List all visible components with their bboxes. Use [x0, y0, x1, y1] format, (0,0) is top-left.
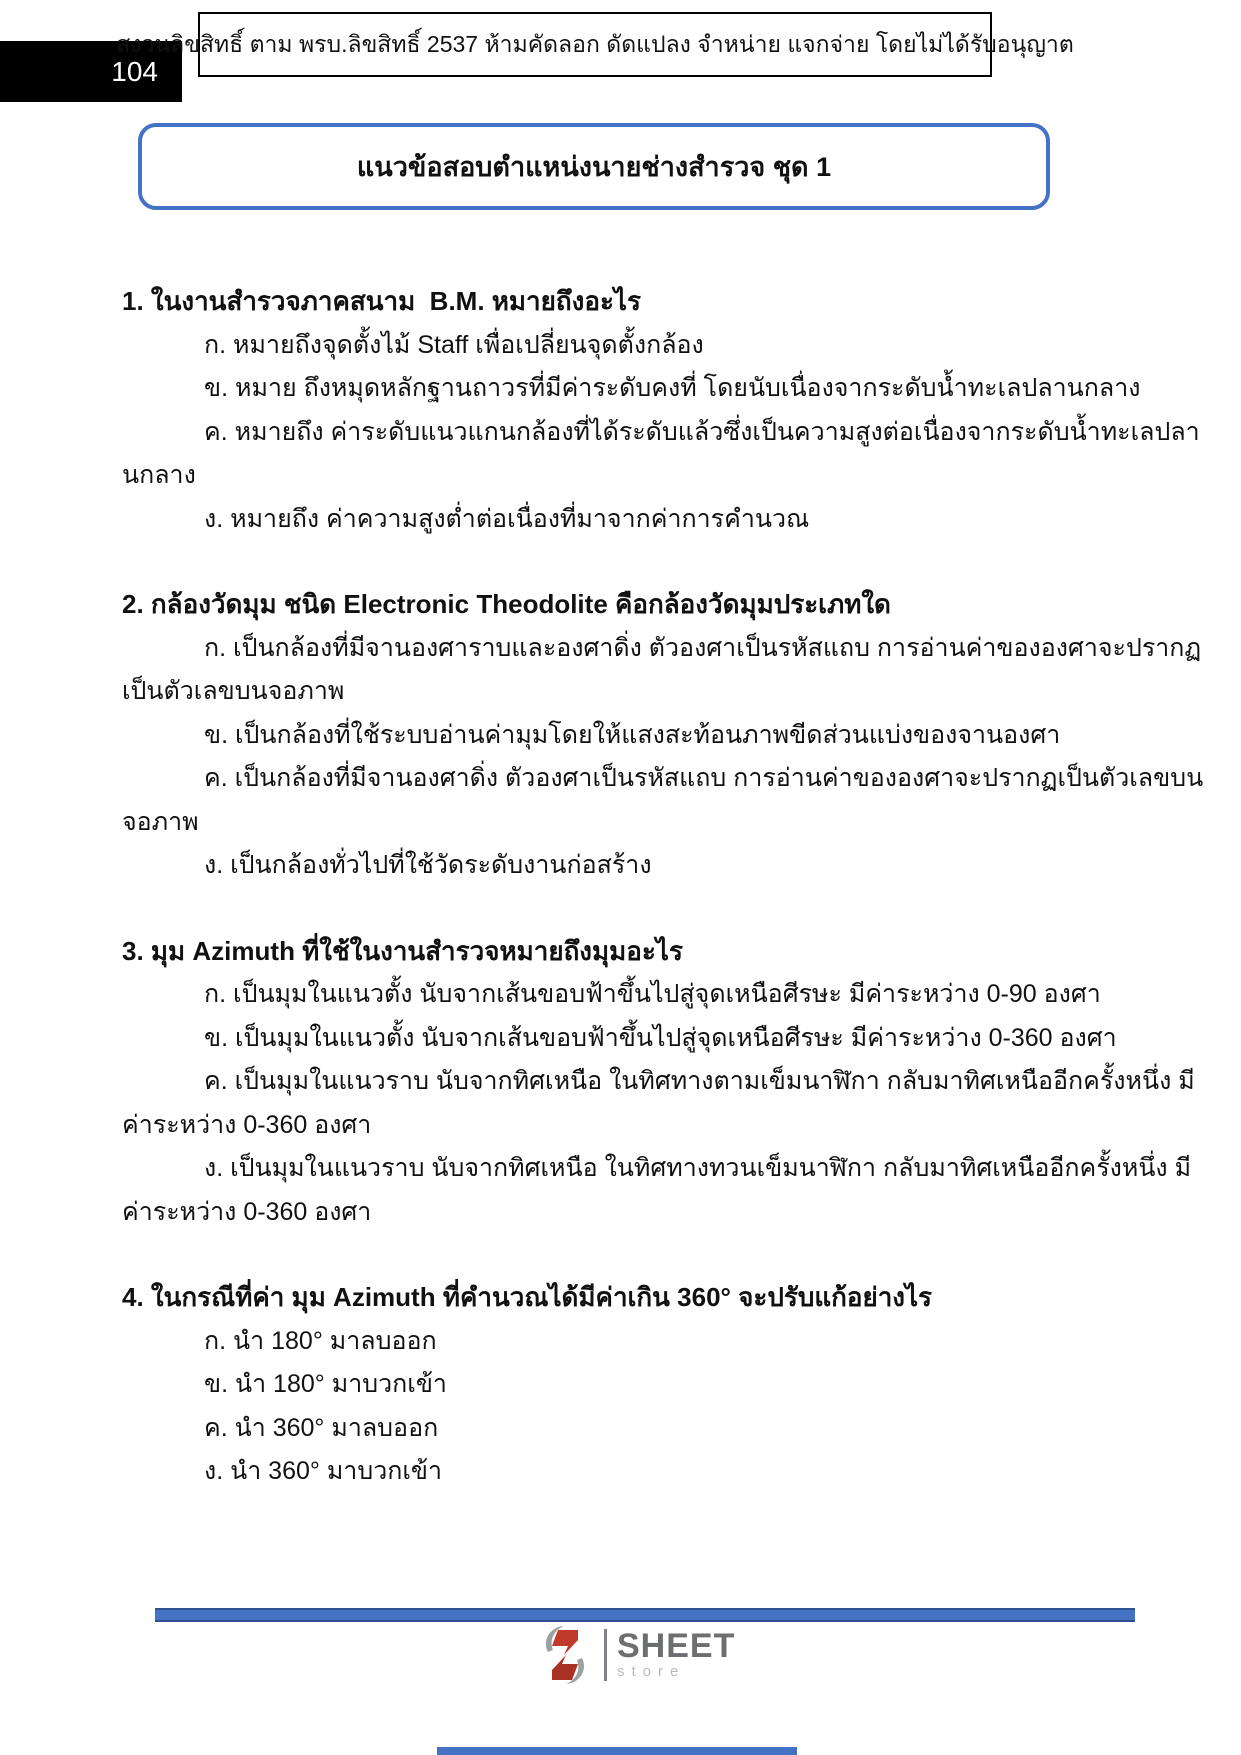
question-text: 1. ในงานสำรวจภาคสนาม B.M. หมายถึงอะไร — [122, 286, 641, 316]
page-number: 104 — [111, 55, 158, 87]
logo-sub-text: store — [617, 1663, 686, 1680]
question-text: 2. กล้องวัดมุม ชนิด Electronic Theodolite คือกล้องวัดมุมประเภทใด — [122, 589, 891, 619]
question-block — [122, 1276, 1136, 1494]
answer-option: ง. เป็นกล้องทั่วไปที่ใช้วัดระดับงานก่อสร้าง — [204, 851, 652, 879]
answer-option: ค่าระหว่าง 0-360 องศา — [122, 1197, 372, 1226]
exam-title-box — [138, 123, 1050, 210]
answer-option: ข. นำ 180° มาบวกเข้า — [204, 1370, 447, 1398]
question-text: 3. มุม Azimuth ที่ใช้ในงานสำรวจหมายถึงมุมอะไร — [122, 935, 683, 966]
answer-option: ข. หมาย ถึงหมุดหลักฐานถาวรที่มีค่าระดับคงที่ โดยนับเนื่องจากระดับน้ำทะเลปลานกลาง — [204, 374, 1141, 402]
answer-option: เป็นตัวเลขบนจอภาพ — [122, 677, 345, 705]
question-block — [122, 280, 1200, 541]
page-title: แนวข้อสอบตำแหน่งนายช่างสำรวจ ชุด 1 — [356, 152, 832, 182]
answer-option: ค. นำ 360° มาลบออก — [204, 1413, 439, 1442]
sheet-store-s-icon — [534, 1622, 596, 1688]
bottom-page-edge-bar — [437, 1747, 797, 1755]
question-block — [122, 583, 1204, 888]
question-block — [122, 930, 1195, 1235]
copyright-text: สงวนลิขสิทธิ์ ตาม พรบ.ลิขสิทธิ์ 2537 ห้ามคัดลอก ดัดแปลง จำหน่าย แจกจ่าย โดยไม่ได้รับอนุญาต — [116, 30, 1074, 57]
answer-option: ค. เป็นมุมในแนวราบ นับจากทิศเหนือ ในทิศทางตามเข็มนาฬิกา กลับมาทิศเหนืออีกครั้งหนึ่ง มี — [204, 1067, 1195, 1095]
answer-option: ง. เป็นมุมในแนวราบ นับจากทิศเหนือ ในทิศทางทวนเข็มนาฬิกา กลับมาทิศเหนืออีกครั้งหนึ่ง มี — [204, 1154, 1192, 1182]
answer-option: ข. เป็นกล้องที่ใช้ระบบอ่านค่ามุมโดยให้แสงสะท้อนภาพขีดส่วนแบ่งของจานองศา — [204, 720, 1061, 749]
logo-separator — [604, 1629, 607, 1681]
answer-option: ก. เป็นกล้องที่มีจานองศาราบและองศาดิ่ง ตัวองศาเป็นรหัสแถบ การอ่านค่าขององศาจะปรากฏ — [204, 633, 1202, 662]
logo-brand-text: SHEET — [617, 1627, 736, 1665]
sheet-store-logo — [534, 1622, 744, 1688]
question-text: 4. ในกรณีที่ค่า มุม Azimuth ที่คำนวณได้มีค่าเกิน 360° จะปรับแก้อย่างไร — [122, 1282, 933, 1312]
answer-option: นกลาง — [122, 461, 196, 489]
answer-option: ค. เป็นกล้องที่มีจานองศาดิ่ง ตัวองศาเป็นรหัสแถบ การอ่านค่าขององศาจะปรากฏเป็นตัวเลขบน — [204, 764, 1204, 792]
answer-option: ง. นำ 360° มาบวกเข้า — [204, 1457, 443, 1485]
answer-option: ก. หมายถึงจุดตั้งไม้ Staff เพื่อเปลี่ยนจุดตั้งกล้อง — [204, 330, 704, 359]
questions — [0, 280, 1241, 1536]
answer-option: ก. นำ 180° มาลบออก — [204, 1326, 437, 1355]
answer-option: ก. เป็นมุมในแนวตั้ง นับจากเส้นขอบฟ้าขึ้นไปสู่จุดเหนือศีรษะ มีค่าระหว่าง 0-90 องศา — [204, 980, 1101, 1008]
answer-option: จอภาพ — [122, 807, 199, 836]
footer-divider — [155, 1608, 1135, 1622]
answer-option: ง. หมายถึง ค่าความสูงต่ำต่อเนื่องที่มาจากค่าการคำนวณ — [204, 504, 810, 533]
answer-option: ค. หมายถึง ค่าระดับแนวแกนกล้องที่ได้ระดับแล้วซึ่งเป็นความสูงต่อเนื่องจากระดับน้ำทะเลปลา — [204, 417, 1200, 446]
answer-option: ข. เป็นมุมในแนวตั้ง นับจากเส้นขอบฟ้าขึ้นไปสู่จุดเหนือศีรษะ มีค่าระหว่าง 0-360 องศา — [204, 1023, 1117, 1052]
answer-option: ค่าระหว่าง 0-360 องศา — [122, 1110, 372, 1139]
